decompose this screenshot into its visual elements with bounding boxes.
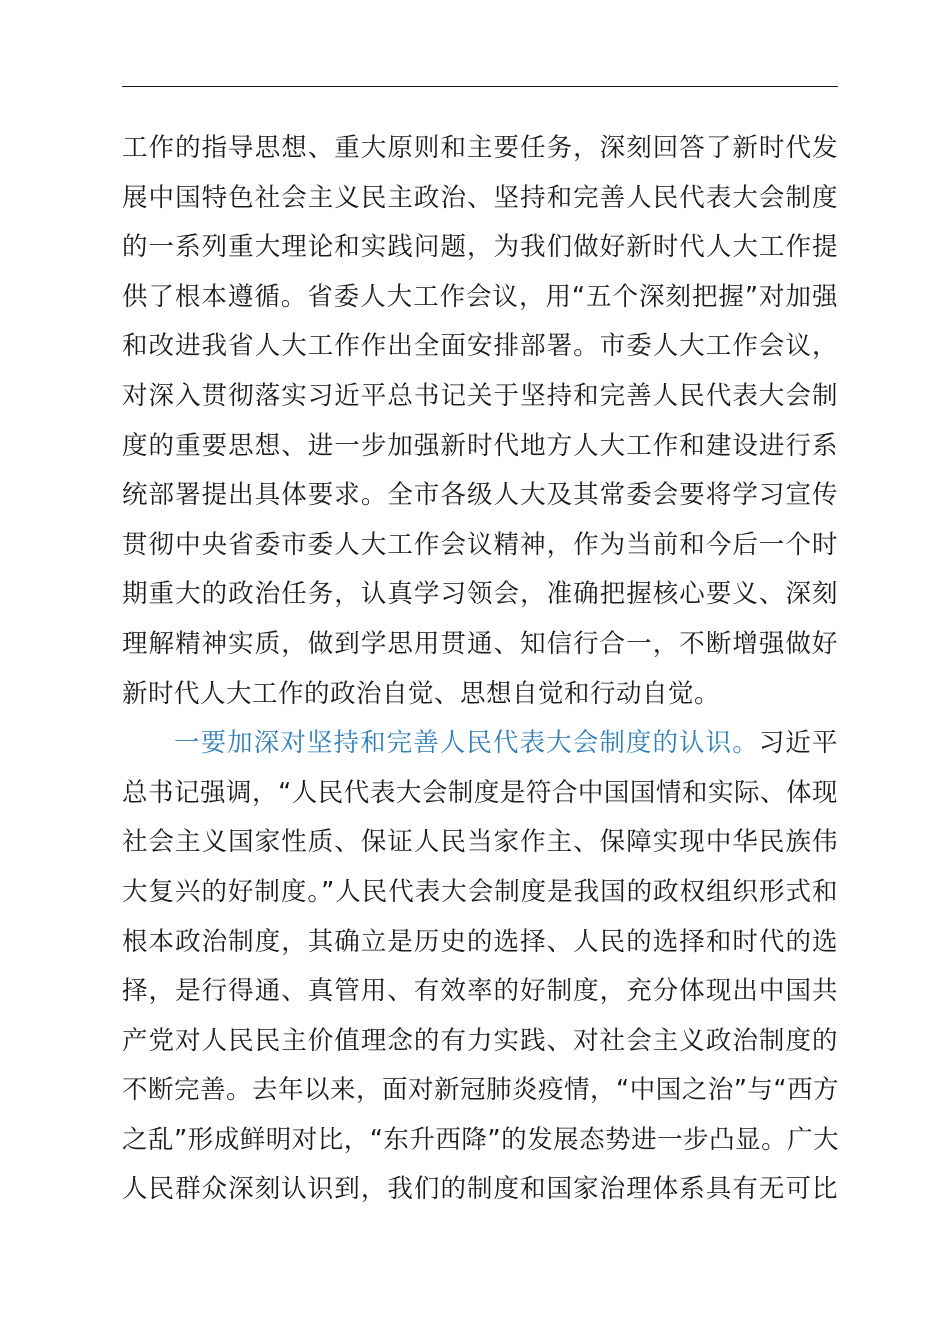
text-line: 理解精神实质，做到学思用贯通、知信行合一，不断增强做好 <box>122 628 838 659</box>
body-text <box>122 124 838 1215</box>
header-rule <box>122 86 838 87</box>
heading-line <box>122 719 838 769</box>
text-line: 根本政治制度，其确立是历史的选择、人民的选择和时代的选 <box>122 926 838 957</box>
text-line: 大复兴的好制度。”人民代表大会制度是我国的政权组织形式和 <box>122 876 838 907</box>
text-line: 之乱”形成鲜明对比，“东升西降”的发展态势进一步凸显。广大 <box>122 1124 840 1155</box>
text-line: 度的重要思想、进一步加强新时代地方人大工作和建设进行系 <box>122 430 838 461</box>
text-line: 统部署提出具体要求。全市各级人大及其常委会要将学习宣传 <box>122 480 838 511</box>
text-line: 对深入贯彻落实习近平总书记关于坚持和完善人民代表大会制 <box>122 380 838 411</box>
text-line: 总书记强调，“人民代表大会制度是符合中国国情和实际、体现 <box>122 777 838 808</box>
text-line: 的一系列重大理论和实践问题，为我们做好新时代人大工作提 <box>122 232 838 263</box>
text-line: 社会主义国家性质、保证人民当家作主、保障实现中华民族伟 <box>122 827 838 858</box>
text-line: 工作的指导思想、重大原则和主要任务，深刻回答了新时代发 <box>122 133 838 163</box>
text-line: 不断完善。去年以来，面对新冠肺炎疫情，“中国之治”与“西方 <box>122 1075 840 1106</box>
paragraph-2 <box>122 719 838 1215</box>
text-line: 产党对人民民主价值理念的有力实践、对社会主义政治制度的 <box>122 1025 838 1056</box>
section-heading: 一要加深对坚持和完善人民代表大会制度的认识。 <box>174 728 759 759</box>
text-line: 和改进我省人大工作作出全面安排部署。市委人大工作会议， <box>122 331 838 362</box>
text-line: 新时代人大工作的政治自觉、思想自觉和行动自觉。 <box>122 678 721 709</box>
text-line: 贯彻中央省委市委人大工作会议精神，作为当前和今后一个时 <box>122 529 838 560</box>
paragraph-1 <box>122 124 838 719</box>
text-line: 展中国特色社会主义民主政治、坚持和完善人民代表大会制度 <box>122 182 838 213</box>
text-line: 供了根本遵循。省委人大工作会议，用“五个深刻把握”对加强 <box>122 281 838 312</box>
text-line: 人民群众深刻认识到，我们的制度和国家治理体系具有无可比 <box>122 1174 838 1205</box>
text-line: 择，是行得通、真管用、有效率的好制度，充分体现出中国共 <box>122 976 838 1007</box>
text-line-rest: 习近平 <box>758 728 838 759</box>
text-line: 期重大的政治任务，认真学习领会，准确把握核心要义、深刻 <box>122 579 838 610</box>
